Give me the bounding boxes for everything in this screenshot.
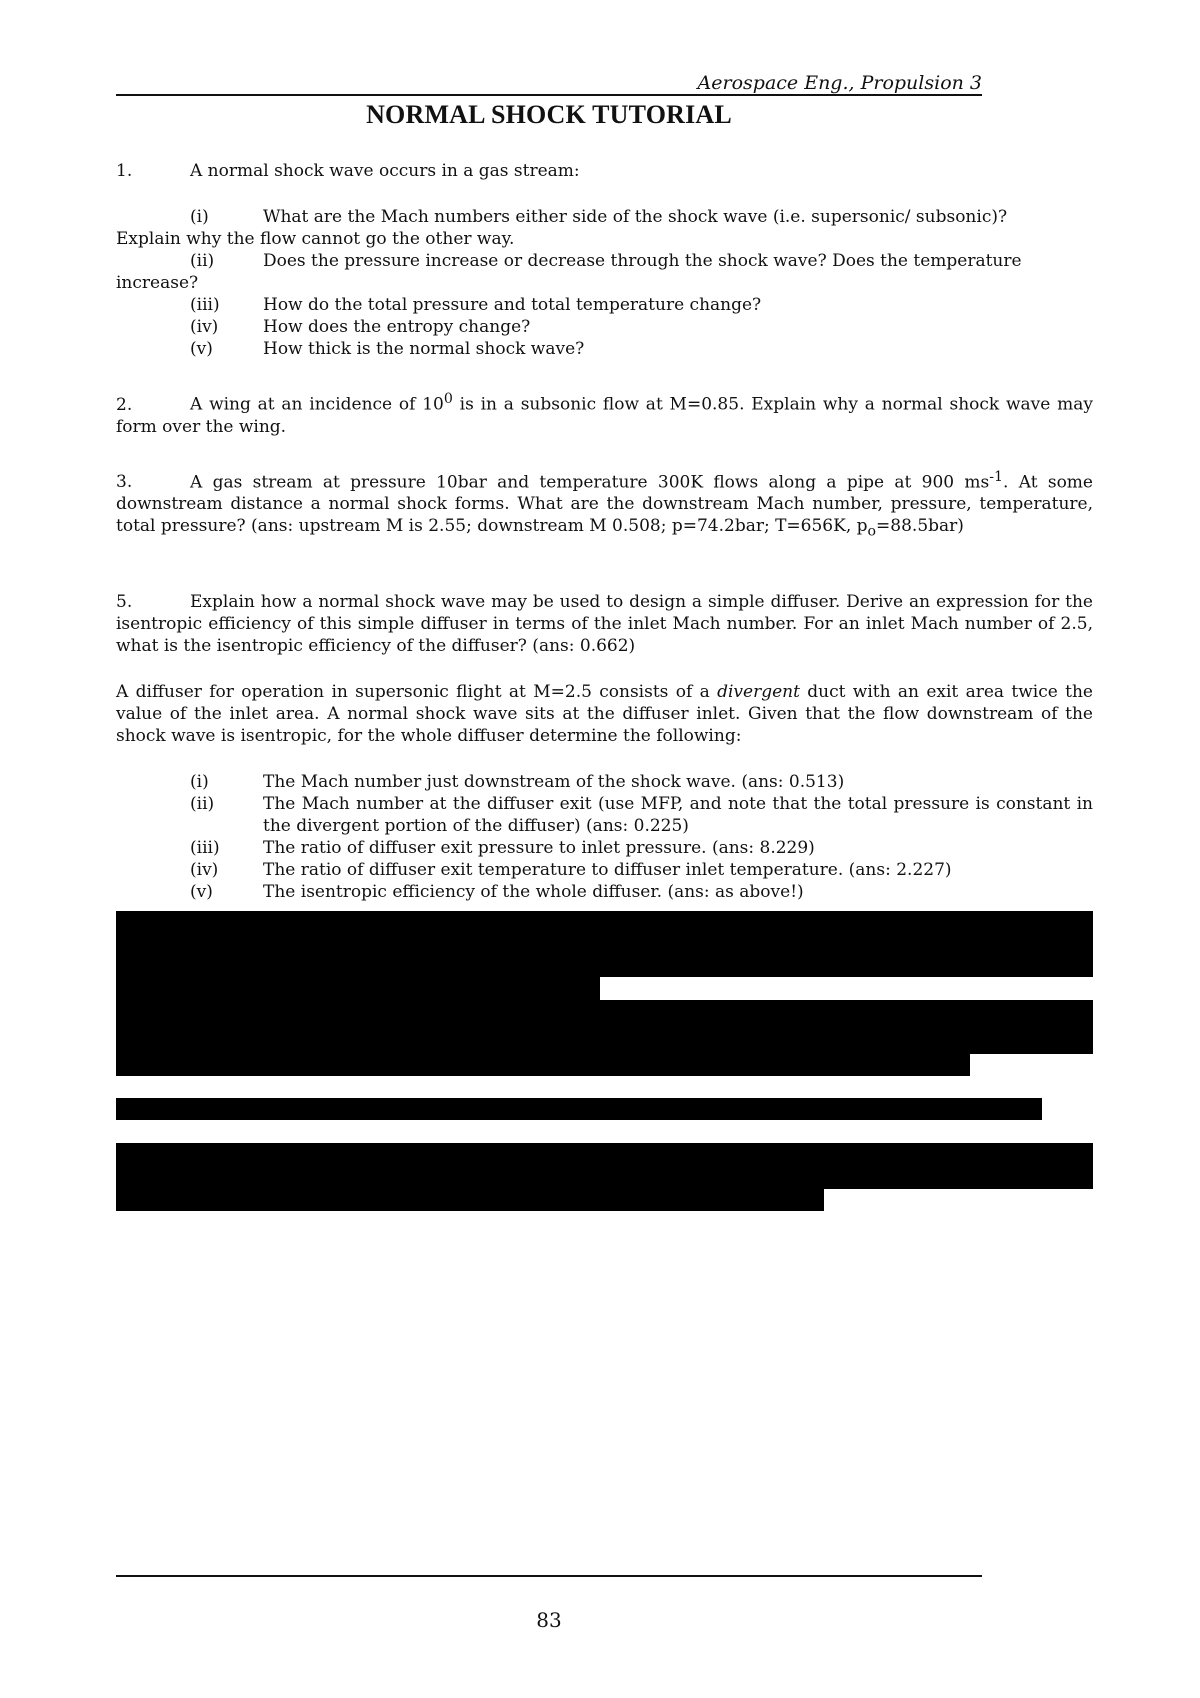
- part-label: (iii): [190, 295, 220, 315]
- redaction-block: [116, 977, 600, 1000]
- q1-part-ii: [116, 250, 1093, 272]
- part-text: The ratio of diffuser exit temperature to diffuser inlet temperature. (ans: 2.227): [263, 859, 952, 880]
- part-text: The Mach number at the diffuser exit (use MFP, and note that the total pressure is constant in the divergent portion of the diffuser) (ans: 0.225): [263, 793, 1093, 836]
- question-number: 3.: [116, 472, 133, 493]
- part-label: (ii): [190, 793, 215, 814]
- redaction-block: [116, 1143, 1093, 1189]
- course-header: Aerospace Eng., Propulsion 3: [697, 72, 982, 94]
- q1-part-i: [116, 206, 1093, 228]
- diffuser-problem: [116, 681, 1093, 747]
- part-label: (i): [190, 771, 209, 792]
- problem-text: duct with an exit area twice the value of the inlet area. A normal shock wave sits at the diffuser inlet. Given that the flow downstream of the shock wave is isentropic, for the whole diffuser determine the following:: [116, 681, 1093, 746]
- question-text: . At some downstream distance a normal shock forms. What are the downstream Mach number, pressure, temperature, total pressure? (ans: upstream M is 2.55; downstream M 0.508; p=74.2bar; T=656K, p: [116, 472, 1093, 537]
- part-label: (v): [190, 881, 213, 902]
- part-label: (i): [190, 207, 209, 227]
- part-label: (iv): [190, 859, 219, 880]
- page-number: 83: [536, 1608, 562, 1632]
- emphasis: divergent: [717, 681, 800, 702]
- question-3: [116, 466, 1093, 543]
- redaction-block: [116, 1098, 1042, 1120]
- question-number: 2.: [116, 394, 133, 415]
- question-text: A wing at an incidence of 10: [190, 394, 444, 415]
- diffuser-part-i: [116, 771, 1093, 793]
- q1-part-v: [116, 338, 1093, 360]
- part-text: How does the entropy change?: [263, 317, 531, 337]
- question-5: [116, 591, 1093, 657]
- diffuser-part-iii: [116, 837, 1093, 859]
- part-text: The isentropic efficiency of the whole diffuser. (ans: as above!): [263, 881, 804, 902]
- redaction-block: [116, 1189, 824, 1211]
- q1-part-iii: [116, 294, 1093, 316]
- question-text: =88.5bar): [876, 516, 964, 537]
- part-label: (iii): [190, 837, 220, 858]
- question-text: A gas stream at pressure 10bar and temperature 300K flows along a pipe at 900 ms: [190, 472, 990, 493]
- tutorial-content: [116, 160, 1093, 903]
- question-2: [116, 388, 1093, 438]
- diffuser-part-v: [116, 881, 1093, 903]
- question-1: [116, 160, 1093, 182]
- question-text: A normal shock wave occurs in a gas stream:: [190, 161, 580, 181]
- header-rule: [116, 94, 982, 96]
- footer-rule: [116, 1575, 982, 1577]
- q1-part-iv: [116, 316, 1093, 338]
- redaction-block: [116, 1054, 970, 1076]
- part-text: How thick is the normal shock wave?: [263, 339, 585, 359]
- subscript: o: [867, 523, 877, 540]
- part-label: (v): [190, 339, 213, 359]
- problem-text: A diffuser for operation in supersonic flight at M=2.5 consists of a: [116, 681, 718, 702]
- question-text: is in a subsonic flow at M=0.85. Explain why a normal shock wave may form over the wing.: [116, 394, 1093, 437]
- part-label: (iv): [190, 317, 219, 337]
- diffuser-part-iv: [116, 859, 1093, 881]
- q1-part-i-cont: Explain why the flow cannot go the other way.: [116, 229, 515, 249]
- question-text: Explain how a normal shock wave may be used to design a simple diffuser. Derive an expression for the isentropic efficiency of this simple diffuser in terms of the inlet Mach number. For an inlet Mach number of 2.5, what is the isentropic efficiency of the diffuser? (ans: 0.662): [116, 591, 1093, 656]
- redaction-block: [116, 1000, 1093, 1054]
- part-text: How do the total pressure and total temperature change?: [263, 295, 762, 315]
- part-text: The Mach number just downstream of the shock wave. (ans: 0.513): [263, 771, 845, 792]
- question-number: 1.: [116, 161, 133, 181]
- diffuser-part-ii: [116, 793, 1093, 837]
- superscript: 0: [443, 391, 453, 407]
- redaction-block: [116, 911, 1093, 977]
- page-title: NORMAL SHOCK TUTORIAL: [366, 100, 732, 129]
- part-text: Does the pressure increase or decrease through the shock wave? Does the temperature: [263, 251, 1022, 271]
- q1-part-ii-cont: increase?: [116, 273, 199, 293]
- part-label: (ii): [190, 251, 215, 271]
- part-text: The ratio of diffuser exit pressure to inlet pressure. (ans: 8.229): [263, 837, 815, 858]
- superscript: -1: [989, 468, 1004, 485]
- part-text: What are the Mach numbers either side of the shock wave (i.e. supersonic/ subsonic)?: [263, 207, 1008, 227]
- question-number: 5.: [116, 591, 133, 612]
